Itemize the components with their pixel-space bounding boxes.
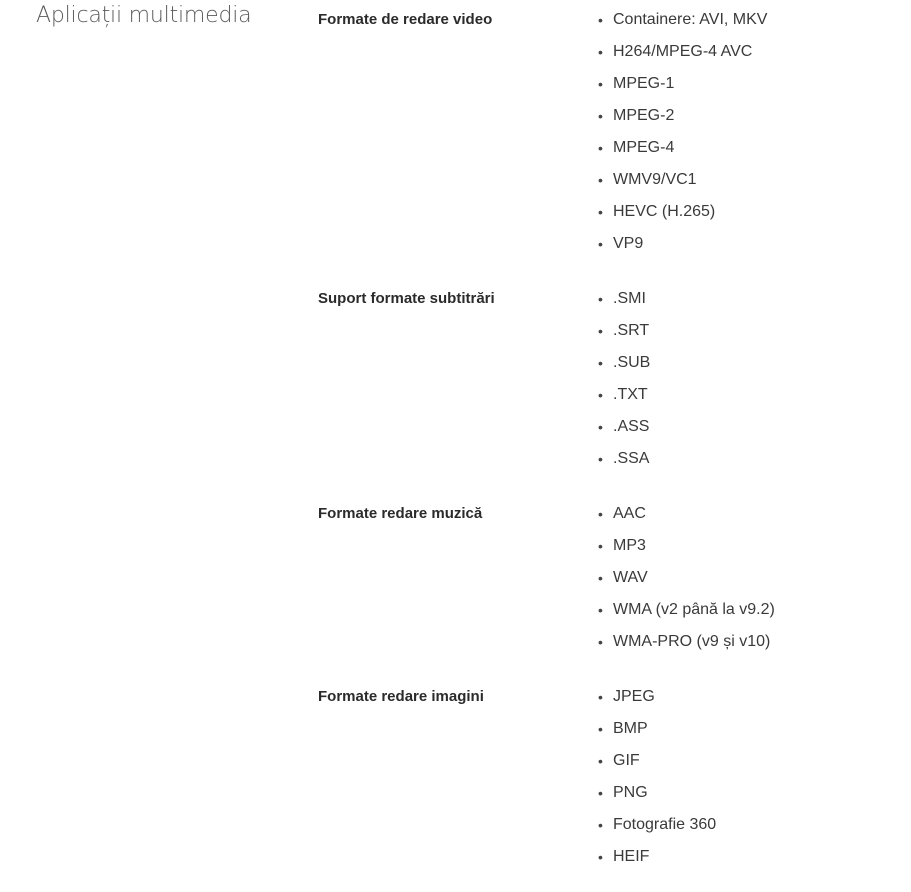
bullet-icon: • (598, 849, 603, 865)
spec-list (318, 0, 898, 892)
spec-value-text: H264/MPEG-4 AVC (613, 43, 753, 60)
spec-group (318, 677, 898, 869)
spec-value-text: HEIF (613, 848, 650, 865)
spec-group-label: Suport formate subtitrări (318, 290, 495, 307)
bullet-icon: • (598, 634, 603, 650)
spec-value-text: .SUB (613, 354, 651, 371)
bullet-icon: • (598, 140, 603, 156)
spec-value-text: .ASS (613, 418, 650, 435)
spec-value-text: WMV9/VC1 (613, 171, 697, 188)
spec-value-text: VP9 (613, 235, 644, 252)
bullet-icon: • (598, 12, 603, 28)
spec-value-text: Fotografie 360 (613, 816, 717, 833)
spec-value-item (598, 279, 898, 311)
bullet-icon: • (598, 108, 603, 124)
spec-value-item (598, 805, 898, 837)
spec-group (318, 279, 898, 471)
spec-group-label: Formate redare imagini (318, 688, 484, 705)
spec-value-item (598, 837, 898, 869)
bullet-icon: • (598, 785, 603, 801)
spec-value-text: .SSA (613, 450, 650, 467)
bullet-icon: • (598, 602, 603, 618)
spec-value-item (598, 192, 898, 224)
bullet-icon: • (598, 236, 603, 252)
spec-value-item (598, 375, 898, 407)
bullet-icon: • (598, 204, 603, 220)
spec-value-item (598, 773, 898, 805)
bullet-icon: • (598, 323, 603, 339)
spec-value-item (598, 622, 898, 654)
bullet-icon: • (598, 689, 603, 705)
spec-value-item (598, 311, 898, 343)
spec-value-item (598, 709, 898, 741)
bullet-icon: • (598, 753, 603, 769)
spec-value-list (598, 677, 898, 869)
spec-value-text: WAV (613, 569, 648, 586)
spec-value-item (598, 343, 898, 375)
spec-value-item (598, 64, 898, 96)
spec-value-text: .SRT (613, 322, 650, 339)
bullet-icon: • (598, 44, 603, 60)
spec-group-label: Formate de redare video (318, 11, 493, 28)
spec-value-text: MP3 (613, 537, 646, 554)
spec-value-item (598, 407, 898, 439)
section-title: Aplicații multimedia (36, 3, 252, 28)
spec-value-text: MPEG-4 (613, 139, 675, 156)
bullet-icon: • (598, 387, 603, 403)
spec-group-label: Formate redare muzică (318, 505, 483, 522)
bullet-icon: • (598, 451, 603, 467)
spec-value-item (598, 128, 898, 160)
spec-value-item (598, 96, 898, 128)
spec-value-item (598, 439, 898, 471)
spec-value-text: WMA (v2 până la v9.2) (613, 601, 775, 618)
spec-value-item (598, 32, 898, 64)
spec-value-text: Containere: AVI, MKV (613, 11, 768, 28)
spec-value-list (598, 0, 898, 256)
spec-value-text: MPEG-1 (613, 75, 675, 92)
spec-value-item (598, 526, 898, 558)
spec-value-item (598, 590, 898, 622)
bullet-icon: • (598, 570, 603, 586)
bullet-icon: • (598, 419, 603, 435)
spec-value-item (598, 224, 898, 256)
spec-value-text: MPEG-2 (613, 107, 675, 124)
spec-value-text: .TXT (613, 386, 648, 403)
spec-value-item (598, 494, 898, 526)
bullet-icon: • (598, 506, 603, 522)
spec-group (318, 494, 898, 654)
spec-value-text: AAC (613, 505, 646, 522)
spec-value-list (598, 279, 898, 471)
spec-value-list (598, 494, 898, 654)
bullet-icon: • (598, 172, 603, 188)
spec-value-text: PNG (613, 784, 648, 801)
spec-value-text: .SMI (613, 290, 646, 307)
bullet-icon: • (598, 721, 603, 737)
spec-value-item (598, 558, 898, 590)
bullet-icon: • (598, 817, 603, 833)
spec-value-item (598, 677, 898, 709)
spec-value-item (598, 160, 898, 192)
spec-value-text: JPEG (613, 688, 655, 705)
bullet-icon: • (598, 76, 603, 92)
spec-value-item (598, 741, 898, 773)
bullet-icon: • (598, 538, 603, 554)
spec-value-text: GIF (613, 752, 640, 769)
spec-group (318, 0, 898, 256)
spec-value-item (598, 0, 898, 32)
spec-value-text: BMP (613, 720, 648, 737)
spec-value-text: WMA-PRO (v9 și v10) (613, 633, 771, 650)
bullet-icon: • (598, 291, 603, 307)
spec-value-text: HEVC (H.265) (613, 203, 716, 220)
bullet-icon: • (598, 355, 603, 371)
